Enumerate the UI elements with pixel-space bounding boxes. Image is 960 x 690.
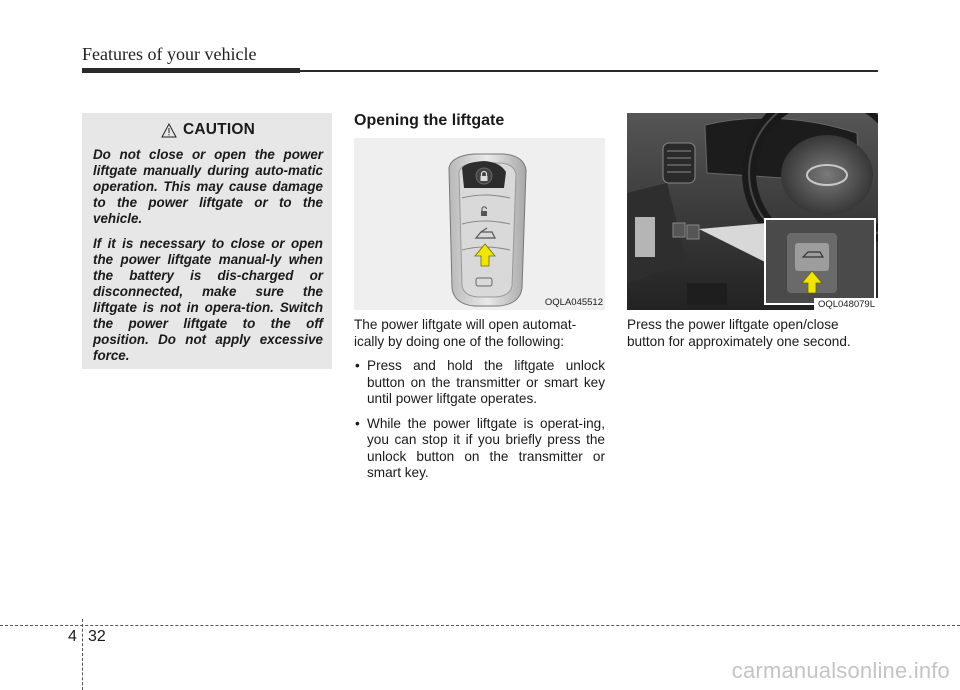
opening-body: [354, 317, 605, 490]
caution-title: CAUTION: [182, 121, 255, 138]
caution-paragraph-1: Do not close or open the power liftgate manually during auto-matic operation. This may cause damage to the power liftgate or to the vehicle.: [93, 147, 323, 226]
chapter-number: 4: [68, 628, 77, 645]
header-rule-thick: [82, 68, 300, 73]
smart-key-figure: [354, 138, 605, 310]
warning-triangle-icon: [161, 123, 177, 138]
bullet-list: [354, 358, 605, 482]
bullet-item: • Press and hold the liftgate unlock button on the transmitter or smart key until power liftgate operates.: [354, 358, 605, 408]
page-number: 32: [88, 628, 106, 645]
figure-code: OQLA045512: [544, 297, 603, 308]
dashboard-illustration: [627, 113, 878, 310]
section-title: Opening the liftgate: [354, 112, 505, 129]
footer-vertical-rule: [82, 619, 83, 690]
caution-heading: [93, 119, 323, 141]
figure-code: OQL048079L: [814, 298, 878, 310]
smart-key-illustration: [354, 138, 605, 310]
caution-box: [82, 113, 332, 369]
intro-text: The power liftgate will open automat-ically by doing one of the following:: [354, 317, 577, 349]
right-body: Press the power liftgate open/close button for approximately one second.: [627, 317, 851, 349]
header-rule: [82, 68, 878, 73]
caution-paragraph-2: If it is necessary to close or open the power liftgate manual-ly when the battery is dis-charged or disconnected, make sure the liftgate is not in opera-tion. Switch the power liftgate to the off position. Do not apply excessive force.: [93, 236, 323, 363]
running-header: Features of your vehicle: [82, 44, 257, 64]
footer-rule: [0, 625, 960, 626]
watermark: carmanualsonline.info: [731, 658, 950, 683]
header-rule-thin: [300, 70, 878, 72]
dashboard-figure: [627, 113, 878, 310]
bullet-item: • While the power liftgate is operat-ing, you can stop it if you briefly press the unlock button on the transmitter or smart key.: [354, 416, 605, 482]
